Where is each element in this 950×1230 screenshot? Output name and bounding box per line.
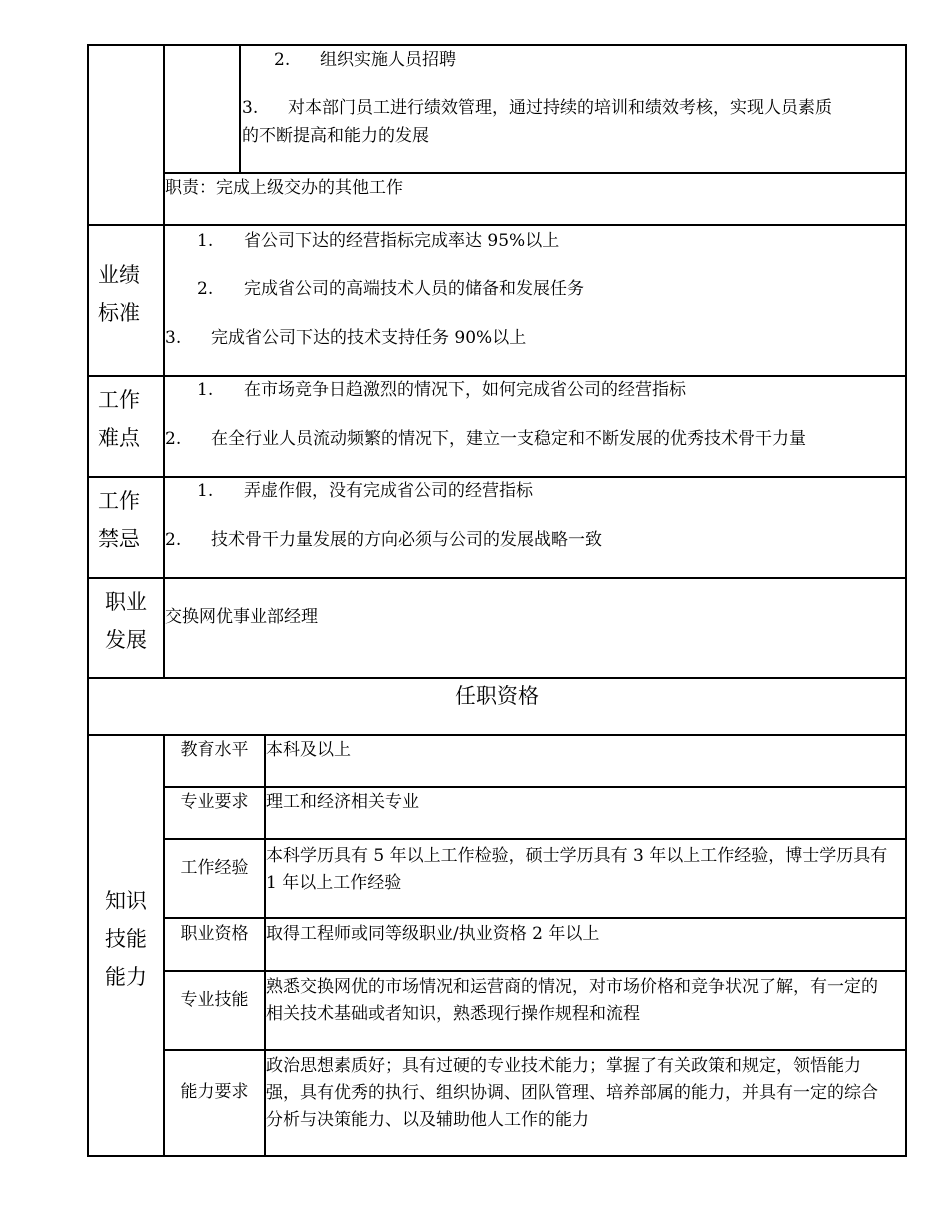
qual-row-label: 工作经验 xyxy=(180,858,249,878)
prohibitions-label: 工作 禁忌 xyxy=(98,489,140,551)
duties-other-separator xyxy=(163,172,907,174)
table-border-top xyxy=(87,44,907,46)
qual-row-label: 专业要求 xyxy=(180,792,249,812)
qual-row-value: 政治思想素质好；具有过硬的专业技术能力；掌握了有关政策和规定，领悟能力强，具有优秀的执行、组织协调、团队管理、培养部属的能力，并具有一定的综合分析与决策能力、以及辅助他人工作的能力 xyxy=(266,1056,878,1130)
career-label: 职业 发展 xyxy=(105,590,147,652)
qual-row-label: 教育水平 xyxy=(180,740,249,760)
duty-item-continuation: 的不断提高和能力的发展 xyxy=(242,126,429,146)
qual-group-label: 知识 技能 能力 xyxy=(105,889,147,989)
duty-item-number: 2. xyxy=(274,50,291,70)
qual-row-label: 专业技能 xyxy=(180,990,249,1010)
qual-row-value: 熟悉交换网优的市场情况和运营商的情况，对市场价格和竞争状况了解，有一定的相关技术基础或者知识，熟悉现行操作规程和流程 xyxy=(266,977,878,1024)
table-border-bottom xyxy=(87,1155,907,1157)
duty-other: 职责：完成上级交办的其他工作 xyxy=(165,178,403,198)
qual-row-separator xyxy=(163,970,907,972)
row-separator xyxy=(87,476,907,478)
difficulty-item: 1. 在市场竞争日趋激烈的情况下，如何完成省公司的经营指标 xyxy=(197,380,686,400)
row-separator xyxy=(87,577,907,579)
career-text: 交换网优事业部经理 xyxy=(165,607,318,627)
row-separator xyxy=(87,677,907,679)
difficulties-label: 工作 难点 xyxy=(98,388,140,450)
qual-row-separator xyxy=(163,838,907,840)
duty-item-text: 对本部门员工进行绩效管理，通过持续的培训和绩效考核，实现人员素质 xyxy=(288,98,832,118)
qual-row-value: 本科学历具有 5 年以上工作检验，硕士学历具有 3 年以上工作经验，博士学历具有 1 年以上工作经验 xyxy=(266,846,888,893)
qualifications-heading: 任职资格 xyxy=(455,684,539,708)
performance-item: 1. 省公司下达的经营指标完成率达 95%以上 xyxy=(197,231,560,251)
qual-row-label: 能力要求 xyxy=(180,1082,249,1102)
duty-item xyxy=(274,48,456,72)
prohibition-item: 1. 弄虚作假，没有完成省公司的经营指标 xyxy=(197,481,533,501)
duties-inner-divider xyxy=(239,44,241,173)
table-border-right xyxy=(905,44,907,1157)
label-column-divider xyxy=(163,44,165,678)
duty-item-text: 组织实施人员招聘 xyxy=(320,50,456,70)
qual-row-value: 取得工程师或同等级职业/执业资格 2 年以上 xyxy=(266,924,600,944)
qual-row-separator xyxy=(163,1049,907,1051)
prohibition-item: 2. 技术骨干力量发展的方向必须与公司的发展战略一致 xyxy=(165,530,602,550)
row-separator xyxy=(87,224,907,226)
duty-item xyxy=(242,96,832,120)
qual-row-separator xyxy=(163,917,907,919)
qual-row-label: 职业资格 xyxy=(180,924,249,944)
qual-row-value: 本科及以上 xyxy=(266,740,351,760)
qual-row-value: 理工和经济相关专业 xyxy=(266,792,419,812)
row-separator xyxy=(87,734,907,736)
qual-row-separator xyxy=(163,786,907,788)
duty-item-number: 3. xyxy=(242,98,259,118)
row-separator xyxy=(87,375,907,377)
performance-label: 业绩 标准 xyxy=(98,263,140,325)
performance-item: 2. 完成省公司的高端技术人员的储备和发展任务 xyxy=(197,279,584,299)
difficulty-item: 2. 在全行业人员流动频繁的情况下，建立一支稳定和不断发展的优秀技术骨干力量 xyxy=(165,429,806,449)
performance-item: 3. 完成省公司下达的技术支持任务 90%以上 xyxy=(165,328,527,348)
table-border-left xyxy=(87,44,89,1157)
